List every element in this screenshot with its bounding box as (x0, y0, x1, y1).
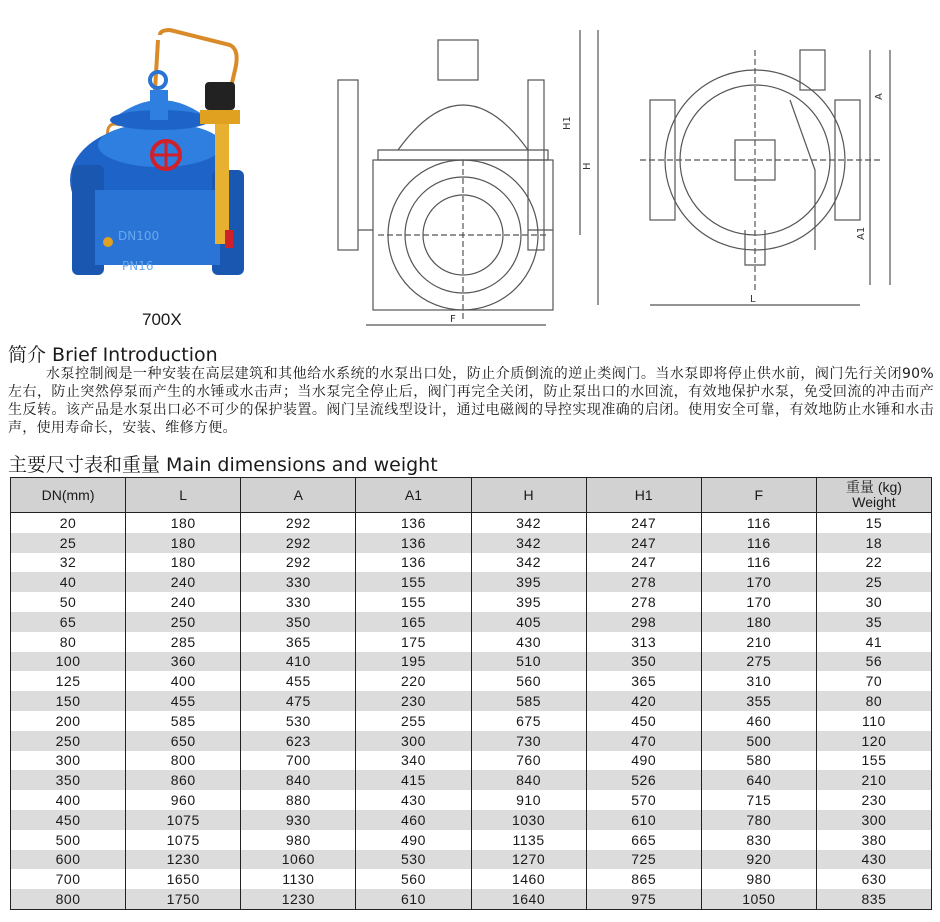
table-cell: 570 (586, 790, 701, 810)
table-cell: 410 (241, 652, 356, 672)
table-cell: 116 (701, 533, 816, 553)
table-cell: 32 (11, 553, 126, 573)
table-cell: 20 (11, 513, 126, 533)
table-cell: 1640 (471, 889, 586, 909)
table-row (11, 889, 932, 909)
table-cell: 155 (816, 751, 931, 771)
table-cell: 180 (126, 553, 241, 573)
table-cell: 22 (816, 553, 931, 573)
table-cell: 730 (471, 731, 586, 751)
table-cell: 180 (701, 612, 816, 632)
table-cell: 430 (471, 632, 586, 652)
table-cell: 50 (11, 592, 126, 612)
table-cell: 880 (241, 790, 356, 810)
table-cell: 530 (356, 850, 471, 870)
table-row (11, 731, 932, 751)
table-cell: 380 (816, 830, 931, 850)
table-cell: 455 (126, 691, 241, 711)
valve-photo (0, 0, 300, 300)
table-header-row (11, 478, 932, 513)
table-cell: 640 (701, 770, 816, 790)
table-cell: 170 (701, 592, 816, 612)
table-cell: 400 (11, 790, 126, 810)
table-cell: 920 (701, 850, 816, 870)
table-cell: 250 (126, 612, 241, 632)
table-cell: 460 (356, 810, 471, 830)
table-cell: 41 (816, 632, 931, 652)
table-cell: 1030 (471, 810, 586, 830)
table-row (11, 612, 932, 632)
table-cell: 210 (816, 770, 931, 790)
table-cell: 715 (701, 790, 816, 810)
table-cell: 560 (471, 671, 586, 691)
table-cell: 120 (816, 731, 931, 751)
table-cell: 630 (816, 869, 931, 889)
svg-text:DN100: DN100 (118, 229, 160, 243)
table-cell: 450 (11, 810, 126, 830)
table-cell: 1130 (241, 869, 356, 889)
dimensions-table (10, 477, 932, 910)
table-row (11, 711, 932, 731)
table-cell: 980 (701, 869, 816, 889)
table-cell: 247 (586, 533, 701, 553)
table-cell: 500 (11, 830, 126, 850)
table-cell: 350 (241, 612, 356, 632)
table-cell: 450 (586, 711, 701, 731)
table-cell: 650 (126, 731, 241, 751)
table-cell: 125 (11, 671, 126, 691)
dim-label-f: F (450, 314, 456, 325)
table-cell: 292 (241, 553, 356, 573)
column-header: 重量 (kg) Weight (816, 478, 931, 513)
table-cell: 230 (356, 691, 471, 711)
table-cell: 980 (241, 830, 356, 850)
table-cell: 395 (471, 572, 586, 592)
side-view-drawing (640, 20, 920, 350)
table-cell: 175 (356, 632, 471, 652)
table-cell: 400 (126, 671, 241, 691)
table-cell: 100 (11, 652, 126, 672)
table-row (11, 869, 932, 889)
table-cell: 725 (586, 850, 701, 870)
table-cell: 180 (126, 533, 241, 553)
table-cell: 560 (356, 869, 471, 889)
table-cell: 180 (126, 513, 241, 533)
table-row (11, 513, 932, 533)
column-header: L (126, 478, 241, 513)
table-cell: 800 (11, 889, 126, 909)
table-cell: 1230 (126, 850, 241, 870)
intro-heading: 简介 Brief Introduction (8, 344, 218, 366)
table-cell: 365 (586, 671, 701, 691)
table-row (11, 751, 932, 771)
table-row (11, 770, 932, 790)
table-cell: 526 (586, 770, 701, 790)
table-cell: 298 (586, 612, 701, 632)
table-cell: 365 (241, 632, 356, 652)
dim-label-a1: A1 (856, 226, 867, 240)
table-cell: 1075 (126, 830, 241, 850)
table-cell: 15 (816, 513, 931, 533)
table-cell: 342 (471, 553, 586, 573)
table-body (11, 513, 932, 910)
table-cell: 1270 (471, 850, 586, 870)
table-row (11, 671, 932, 691)
table-cell: 300 (356, 731, 471, 751)
column-header: A1 (356, 478, 471, 513)
table-cell: 240 (126, 572, 241, 592)
table-cell: 910 (471, 790, 586, 810)
table-cell: 835 (816, 889, 931, 909)
table-cell: 930 (241, 810, 356, 830)
table-cell: 760 (471, 751, 586, 771)
column-header: A (241, 478, 356, 513)
table-cell: 313 (586, 632, 701, 652)
table-cell: 292 (241, 513, 356, 533)
table-cell: 330 (241, 572, 356, 592)
table-cell: 150 (11, 691, 126, 711)
table-cell: 342 (471, 513, 586, 533)
table-cell: 355 (701, 691, 816, 711)
table-row (11, 830, 932, 850)
table-cell: 1060 (241, 850, 356, 870)
table-cell: 415 (356, 770, 471, 790)
table-cell: 830 (701, 830, 816, 850)
table-cell: 255 (356, 711, 471, 731)
table-cell: 165 (356, 612, 471, 632)
table-cell: 275 (701, 652, 816, 672)
table-cell: 155 (356, 592, 471, 612)
dim-label-a: A (874, 93, 885, 100)
table-cell: 600 (11, 850, 126, 870)
table-row (11, 553, 932, 573)
table-cell: 420 (586, 691, 701, 711)
table-cell: 25 (11, 533, 126, 553)
table-cell: 395 (471, 592, 586, 612)
table-row (11, 632, 932, 652)
table-row (11, 652, 932, 672)
table-cell: 116 (701, 553, 816, 573)
table-row (11, 592, 932, 612)
table-cell: 18 (816, 533, 931, 553)
table-cell: 195 (356, 652, 471, 672)
table-cell: 170 (701, 572, 816, 592)
table-cell: 1750 (126, 889, 241, 909)
table-cell: 70 (816, 671, 931, 691)
table-cell: 350 (586, 652, 701, 672)
table-cell: 300 (11, 751, 126, 771)
dim-label-h: H (582, 162, 593, 170)
table-cell: 860 (126, 770, 241, 790)
table-cell: 585 (471, 691, 586, 711)
table-cell: 1460 (471, 869, 586, 889)
table-cell: 490 (356, 830, 471, 850)
table-cell: 247 (586, 513, 701, 533)
table-cell: 340 (356, 751, 471, 771)
table-cell: 475 (241, 691, 356, 711)
table-cell: 610 (586, 810, 701, 830)
table-cell: 278 (586, 572, 701, 592)
table-cell: 700 (241, 751, 356, 771)
table-row (11, 691, 932, 711)
table-cell: 220 (356, 671, 471, 691)
table-row (11, 533, 932, 553)
table-cell: 430 (356, 790, 471, 810)
table-cell: 665 (586, 830, 701, 850)
table-cell: 460 (701, 711, 816, 731)
table-cell: 780 (701, 810, 816, 830)
table-cell: 40 (11, 572, 126, 592)
table-cell: 240 (126, 592, 241, 612)
table-cell: 530 (241, 711, 356, 731)
product-model-caption: 700X (142, 310, 182, 329)
table-cell: 675 (471, 711, 586, 731)
table-row (11, 790, 932, 810)
table-cell: 960 (126, 790, 241, 810)
table-cell: 610 (356, 889, 471, 909)
table-cell: 65 (11, 612, 126, 632)
table-cell: 56 (816, 652, 931, 672)
table-row (11, 572, 932, 592)
column-header: H1 (586, 478, 701, 513)
table-cell: 1650 (126, 869, 241, 889)
table-cell: 136 (356, 553, 471, 573)
table-cell: 30 (816, 592, 931, 612)
table-cell: 35 (816, 612, 931, 632)
table-cell: 25 (816, 572, 931, 592)
table-cell: 80 (11, 632, 126, 652)
front-view-drawing (318, 20, 618, 350)
table-cell: 405 (471, 612, 586, 632)
table-cell: 360 (126, 652, 241, 672)
intro-paragraph: 水泵控制阀是一种安装在高层建筑和其他给水系统的水泵出口处，防止介质倒流的逆止类阀门。当水泵即将停止供水前，阀门先行关闭90%左右，防止突然停泵而产生的水锤或水击声；当水泵完全停止后，阀门再完全关闭，防止泵出口的水回流，有效地保护水泵，免受回流的冲击而产生反转。该产品是水泵出口必不可少的保护装置。阀门呈流线型设计，通过电磁阀的导控实现准确的启闭。使用安全可靠，有效地防止水锤和水击声，使用寿命长，安装、维修方便。 (8, 366, 934, 436)
table-cell: 510 (471, 652, 586, 672)
table-cell: 342 (471, 533, 586, 553)
table-cell: 840 (241, 770, 356, 790)
table-cell: 310 (701, 671, 816, 691)
table-cell: 155 (356, 572, 471, 592)
table-cell: 300 (816, 810, 931, 830)
dim-label-h1: H1 (562, 116, 573, 130)
table-cell: 800 (126, 751, 241, 771)
table-cell: 80 (816, 691, 931, 711)
table-cell: 292 (241, 533, 356, 553)
table-cell: 580 (701, 751, 816, 771)
dim-label-l: L (750, 294, 756, 305)
table-cell: 110 (816, 711, 931, 731)
table-cell: 116 (701, 513, 816, 533)
table-cell: 500 (701, 731, 816, 751)
table-cell: 247 (586, 553, 701, 573)
table-cell: 1050 (701, 889, 816, 909)
table-cell: 470 (586, 731, 701, 751)
table-cell: 430 (816, 850, 931, 870)
table-cell: 285 (126, 632, 241, 652)
table-cell: 865 (586, 869, 701, 889)
table-cell: 490 (586, 751, 701, 771)
table-cell: 200 (11, 711, 126, 731)
table-cell: 623 (241, 731, 356, 751)
svg-text:PN16: PN16 (122, 259, 154, 273)
table-cell: 455 (241, 671, 356, 691)
column-header: F (701, 478, 816, 513)
table-cell: 330 (241, 592, 356, 612)
table-cell: 230 (816, 790, 931, 810)
table-row (11, 850, 932, 870)
table-cell: 585 (126, 711, 241, 731)
table-cell: 1075 (126, 810, 241, 830)
column-header: DN(mm) (11, 478, 126, 513)
table-cell: 136 (356, 513, 471, 533)
table-cell: 700 (11, 869, 126, 889)
product-figures (0, 0, 940, 335)
table-cell: 250 (11, 731, 126, 751)
table-cell: 1135 (471, 830, 586, 850)
table-cell: 840 (471, 770, 586, 790)
dimensions-heading: 主要尺寸表和重量 Main dimensions and weight (8, 454, 438, 476)
column-header: H (471, 478, 586, 513)
table-cell: 975 (586, 889, 701, 909)
table-cell: 278 (586, 592, 701, 612)
table-cell: 210 (701, 632, 816, 652)
table-cell: 350 (11, 770, 126, 790)
table-row (11, 810, 932, 830)
table-cell: 1230 (241, 889, 356, 909)
table-cell: 136 (356, 533, 471, 553)
